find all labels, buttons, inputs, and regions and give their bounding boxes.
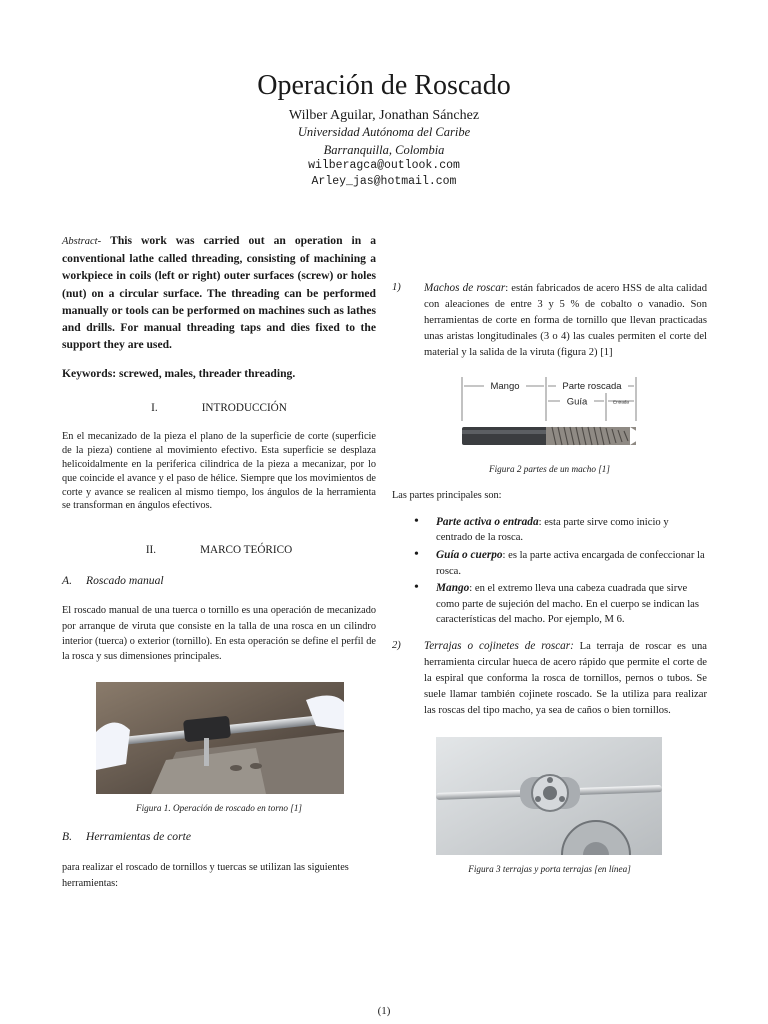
subsection-title: Roscado manual bbox=[86, 574, 164, 588]
label-guia: Guía bbox=[566, 396, 588, 408]
author-email-1: wilberagca@outlook.com bbox=[308, 159, 460, 172]
figure-1-caption: Figura 1. Operación de roscado en torno [1] bbox=[135, 802, 303, 813]
abstract bbox=[62, 232, 376, 353]
part-label: Mango bbox=[436, 582, 470, 595]
tap-parts-diagram bbox=[460, 375, 638, 455]
page-number: (1) bbox=[377, 1005, 391, 1017]
abstract-lead: Abstract- bbox=[62, 236, 102, 247]
affiliation-city: Barranquilla, Colombia bbox=[323, 143, 445, 157]
figure-3-image-die-holder-photo bbox=[436, 737, 662, 855]
figure-1 bbox=[62, 682, 376, 816]
item-number: 2) bbox=[392, 639, 401, 651]
item-text bbox=[424, 638, 707, 719]
item-body: : están fabricados de acero HSS de alta calidad con aleaciones de entre 3 y 5 % de cobalto o vanadio. Son herramientas de corte en forma de tornillo que llevan practicadas unas aristas longitudinales (3 o 4) las cuales permiten el corte del material y la salida de la viruta (figura 2) [1] bbox=[424, 283, 707, 358]
part-label: Guía o cuerpo bbox=[436, 548, 503, 561]
subsection-title: Herramientas de corte bbox=[86, 829, 191, 843]
label-mango: Mango bbox=[490, 381, 520, 392]
section-number: I. bbox=[151, 402, 158, 415]
label-parte-roscada: Parte roscada bbox=[562, 381, 622, 392]
abstract-body: This work was carried out an operation in a conventional lathe called threading, consisting of machining a workpiece in coils (left or right) outer surfaces (screw) or holes (nut) on a circular surface. The threading can be performed manually or tools can be performed on machines such as lathes and drills. For manual threading taps and dies fixed to the support they are used. bbox=[62, 234, 376, 352]
parts-list bbox=[392, 515, 707, 628]
figure-1-image-tap-wrench-photo bbox=[96, 682, 344, 794]
figure-3 bbox=[392, 737, 707, 877]
subsection-number: B. bbox=[62, 829, 72, 843]
tap-wrench-illustration bbox=[96, 682, 344, 794]
figure-3-caption: Figura 3 terrajas y porta terrajas [en línea] bbox=[468, 863, 631, 874]
list-item-terrajas bbox=[392, 638, 707, 719]
left-column bbox=[62, 232, 376, 892]
parts-intro: Las partes principales son: bbox=[392, 490, 502, 501]
subsection-number: A. bbox=[62, 574, 72, 588]
part-text: : esta parte sirve como inicio y centrado de la rosca. bbox=[436, 516, 669, 544]
roscado-manual-paragraph: El roscado manual de una tuerca o tornillo es una operación de mecanizado por arranque de viruta que consiste en la talla de una rosca en un cilindro interior (tuerca) o exterior (tornillo). En esta operación se define el perfil de la rosca y sus dimensiones principales. bbox=[62, 605, 376, 663]
die-holder-illustration bbox=[436, 737, 662, 855]
section-title: INTRODUCCIÓN bbox=[201, 402, 287, 415]
authors: Wilber Aguilar, Jonathan Sánchez bbox=[288, 108, 480, 123]
part-text: : en el extremo lleva una cabeza cuadrada que sirve como parte de sujeción del macho. En el cuerpo se indican las características del macho. Por ejemplo, M 6. bbox=[436, 583, 699, 626]
affiliation-university: Universidad Autónoma del Caribe bbox=[297, 125, 471, 139]
herramientas-paragraph: para realizar el roscado de tornillos y tuercas se utilizan las siguientes herramientas: bbox=[62, 861, 349, 889]
part-label: Parte activa o entrada bbox=[436, 515, 539, 528]
section-title: MARCO TEÓRICO bbox=[200, 544, 293, 557]
subsection-heading-roscado-manual bbox=[62, 573, 376, 588]
introduccion-paragraph: En el mecanizado de la pieza el plano de la superficie de corte (superficie de la pieza) contiene al movimiento efectivo. Esta superficie se desplaza helicoidalmente en la periferica cilindrica de la pieza a mecanizar, por lo que coincide el avance y el paso de hélice. Siempre que los movimientos de corte y avance se realicen al mismo tiempo, los ángulos de la herramienta se transforman en ángulos efectivos. bbox=[62, 431, 376, 512]
item-number: 1) bbox=[392, 282, 401, 293]
figure-2-image-tap-parts bbox=[460, 375, 638, 455]
item-text bbox=[424, 280, 707, 361]
item-body: La terraja de roscar es una herramienta circular hueca de acero rápido que permite el corte de la espiral que conforma la rosca de tornillos, pernos o tubos. Se suele llamar también cojinete roscado. Se la utiliza para realizar las roscas del tipo macho, ya sea de caños o bien tornillos. bbox=[424, 640, 707, 716]
section-heading-introduccion bbox=[62, 401, 376, 416]
figure-2 bbox=[392, 375, 707, 477]
part-text: : es la parte activa encargada de confeccionar la rosca. bbox=[436, 549, 705, 577]
label-entrada: Entrada bbox=[613, 399, 629, 405]
right-column bbox=[392, 280, 707, 877]
keywords: Keywords: screwed, males, threader threading. bbox=[62, 367, 296, 381]
section-number: II. bbox=[145, 544, 157, 557]
figure-2-caption: Figura 2 partes de un macho [1] bbox=[489, 464, 610, 474]
section-heading-marco-teorico bbox=[62, 543, 376, 558]
subsection-heading-herramientas bbox=[62, 829, 376, 844]
list-item-machos bbox=[392, 280, 707, 361]
list-item bbox=[436, 548, 707, 579]
paper-title: Operación de Roscado bbox=[257, 70, 511, 101]
list-item bbox=[436, 515, 707, 546]
item-label: Terrajas o cojinetes de roscar: bbox=[424, 639, 574, 652]
author-email-2: Arley_jas@hotmail.com bbox=[311, 175, 457, 188]
list-item bbox=[436, 581, 707, 628]
item-label: Machos de roscar bbox=[424, 282, 506, 294]
